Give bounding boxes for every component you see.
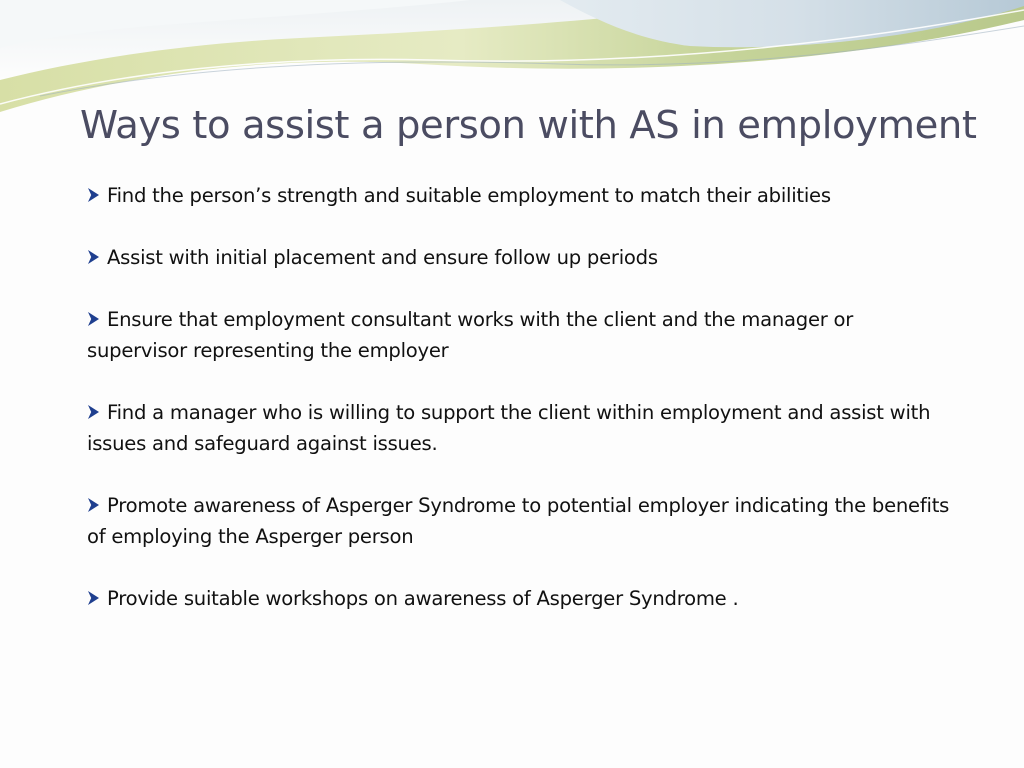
bullet-text: Assist with initial placement and ensure follow up periods (107, 246, 658, 269)
list-item (87, 180, 957, 211)
list-item (87, 490, 957, 552)
bullet-list (87, 180, 957, 645)
slide-title: Ways to assist a person with AS in employment (80, 103, 977, 148)
list-item (87, 397, 957, 459)
arrow-bullet-icon (87, 590, 100, 606)
bullet-text: Ensure that employment consultant works with the client and the manager or supervisor representing the employer (87, 308, 854, 362)
bullet-text: Promote awareness of Asperger Syndrome to potential employer indicating the benefits of employing the Asperger person (87, 494, 950, 548)
arrow-bullet-icon (87, 404, 100, 420)
list-item (87, 583, 957, 614)
bullet-text: Provide suitable workshops on awareness of Asperger Syndrome . (107, 587, 739, 610)
arrow-bullet-icon (87, 311, 100, 327)
bullet-text: Find the person’s strength and suitable employment to match their abilities (107, 184, 831, 207)
arrow-bullet-icon (87, 187, 100, 203)
list-item (87, 242, 957, 273)
bullet-text: Find a manager who is willing to support the client within employment and assist with issues and safeguard against issues. (87, 401, 931, 455)
list-item (87, 304, 957, 366)
arrow-bullet-icon (87, 497, 100, 513)
arrow-bullet-icon (87, 249, 100, 265)
